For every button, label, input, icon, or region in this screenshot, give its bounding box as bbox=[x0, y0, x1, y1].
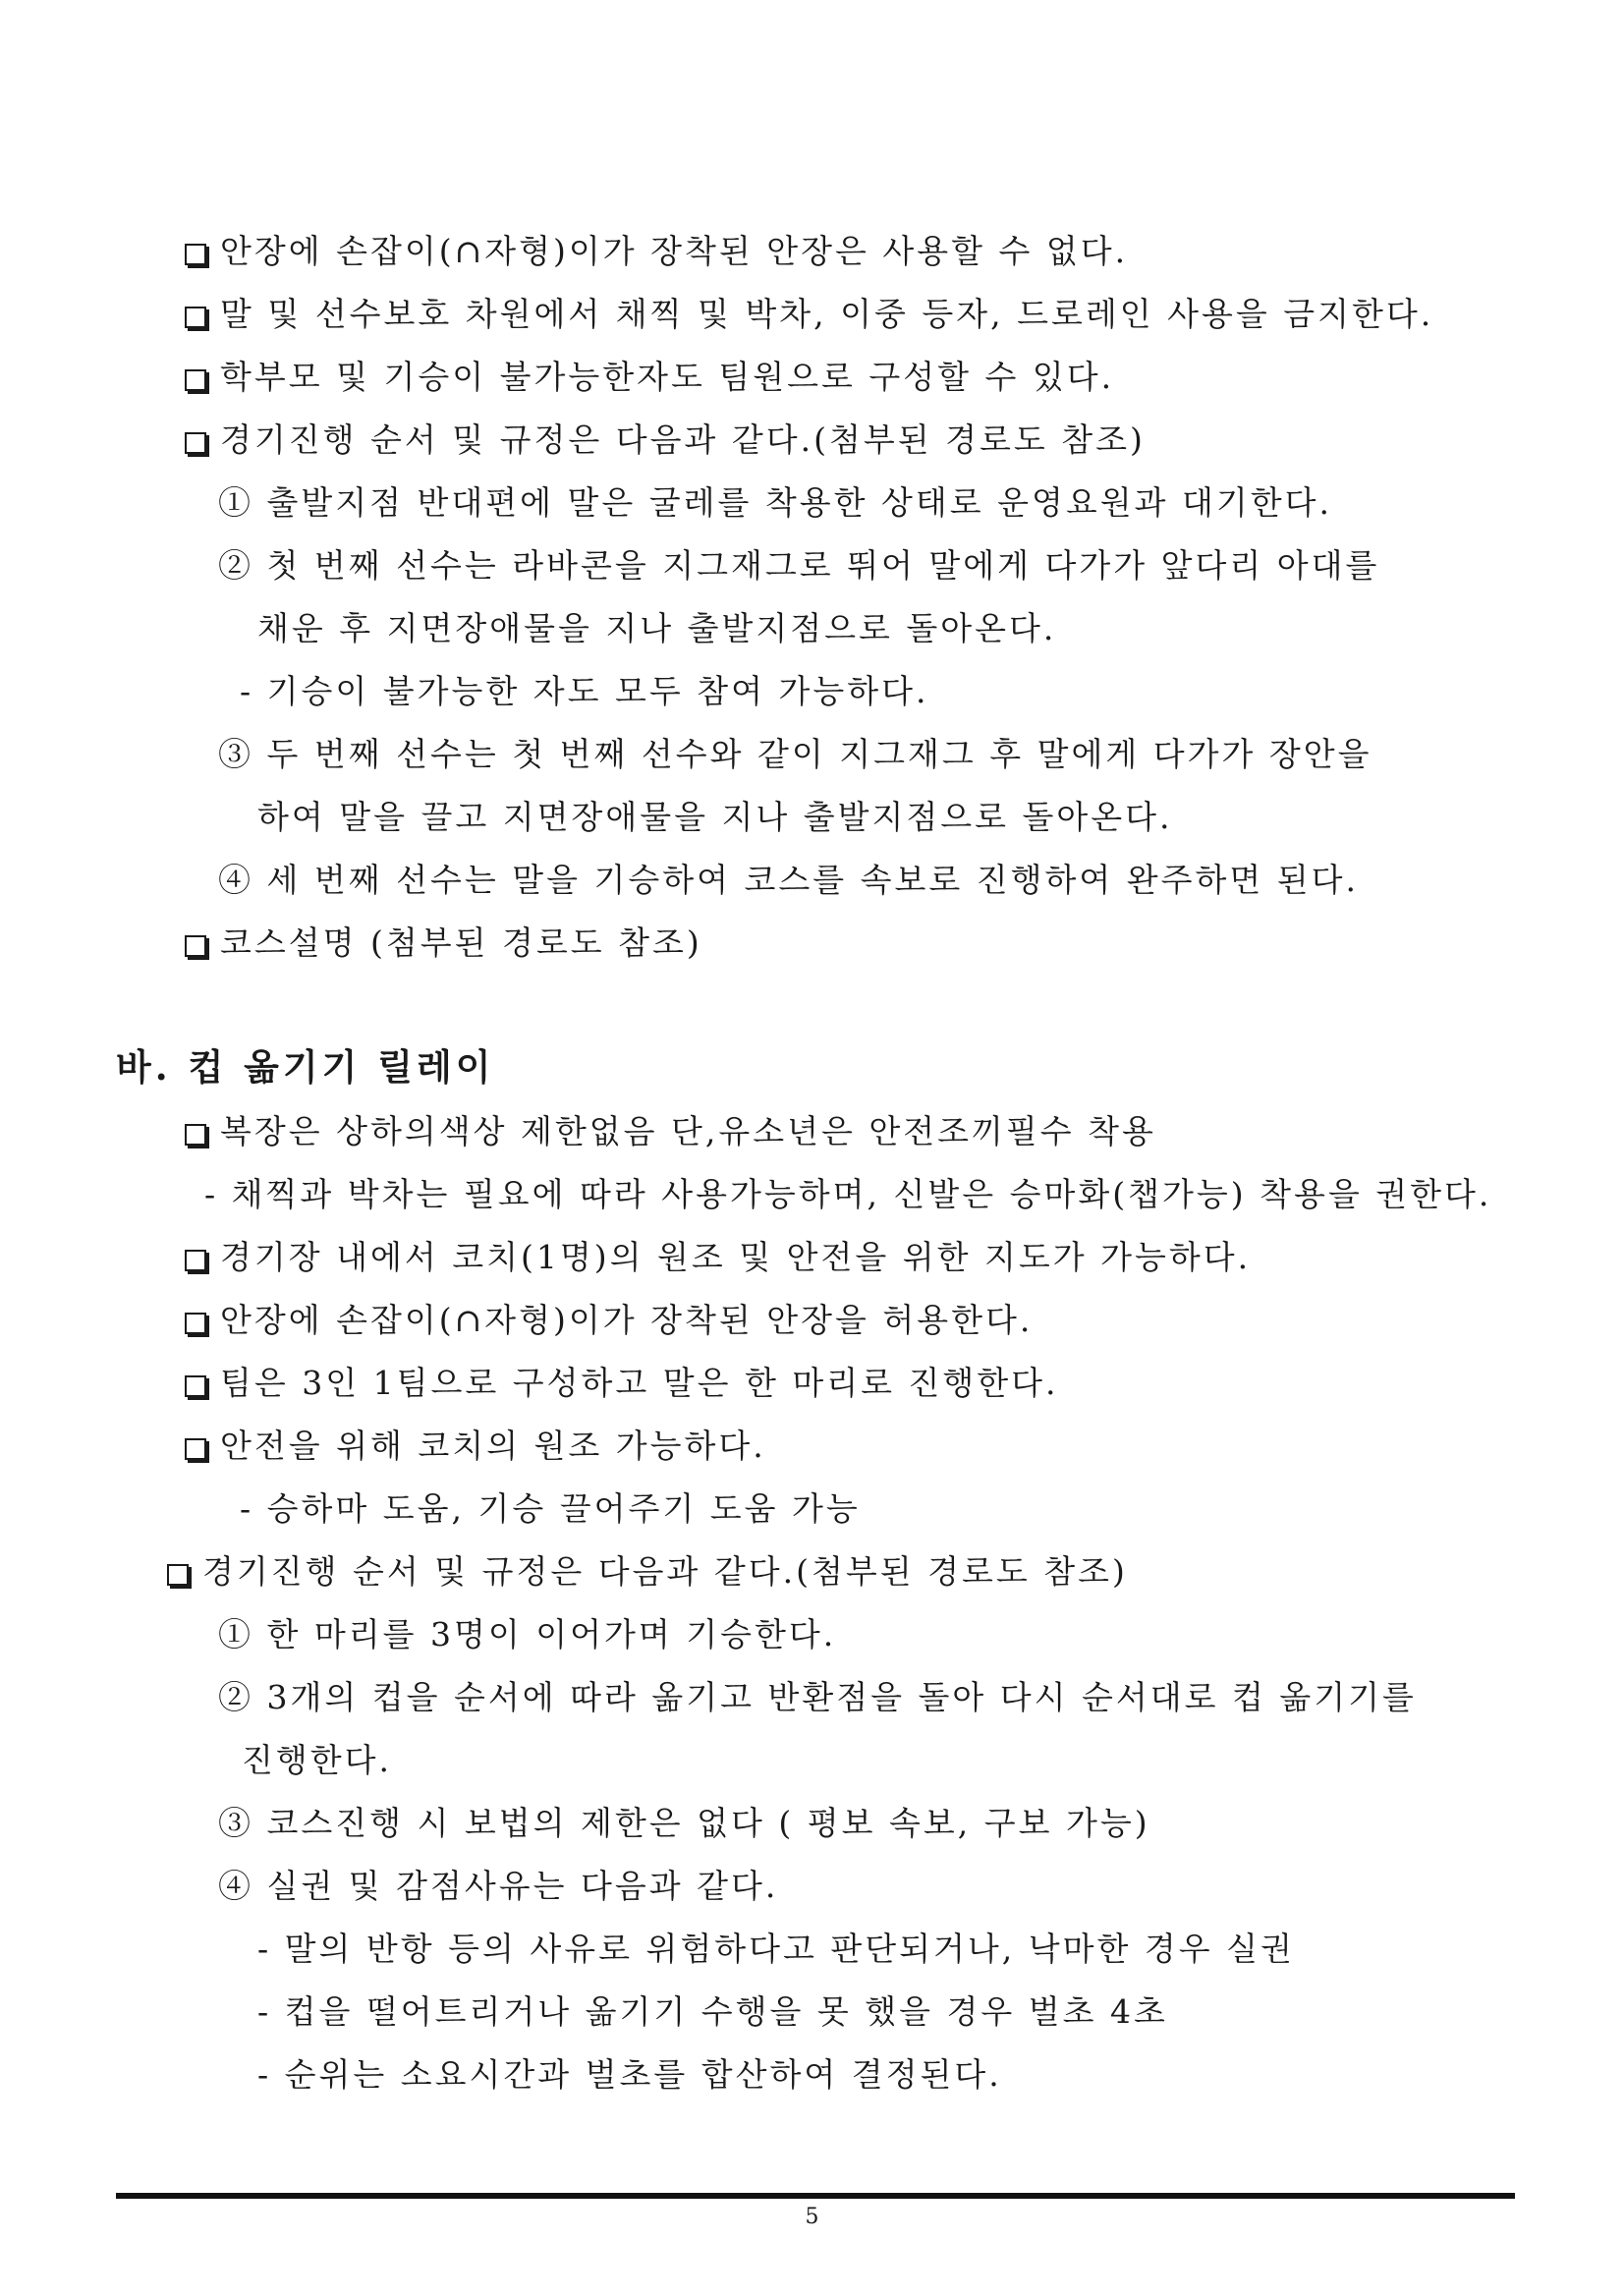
step-line: ② 첫 번째 선수는 라바콘을 지그재그로 뛰어 말에게 다가가 앞다리 아대를 bbox=[218, 546, 1380, 585]
bullet-text: 경기진행 순서 및 규정은 다음과 같다.(첨부된 경로도 참조) bbox=[202, 1552, 1128, 1591]
note-line: - 말의 반항 등의 사유로 위험하다고 판단되거나, 낙마한 경우 실권 bbox=[257, 1930, 1295, 1968]
checkbox-icon bbox=[167, 1564, 189, 1586]
step-line: ① 한 마리를 3명이 이어가며 기승한다. bbox=[218, 1615, 837, 1653]
bullet-text: 안전을 위해 코치의 원조 가능하다. bbox=[220, 1427, 766, 1465]
bullet-text: 복장은 상하의색상 제한없음 단,유소년은 안전조끼필수 착용 bbox=[220, 1112, 1156, 1150]
checkbox-icon bbox=[185, 1375, 206, 1397]
step-line: ① 출발지점 반대편에 말은 굴레를 착용한 상태로 운영요원과 대기한다. bbox=[218, 483, 1332, 522]
step-continuation: 하여 말을 끌고 지면장애물을 지나 출발지점으로 돌아온다. bbox=[257, 798, 1173, 836]
checkbox-icon bbox=[185, 1124, 206, 1146]
step-line: ③ 두 번째 선수는 첫 번째 선수와 같이 지그재그 후 말에게 다가가 장안을 bbox=[218, 735, 1372, 773]
bullet-text: 안장에 손잡이(∩자형)이가 장착된 안장을 허용한다. bbox=[220, 1301, 1034, 1339]
checkbox-icon bbox=[185, 432, 206, 454]
step-continuation: 채운 후 지면장애물을 지나 출발지점으로 돌아온다. bbox=[257, 609, 1057, 647]
note-line: - 채찍과 박차는 필요에 따라 사용가능하며, 신발은 승마화(챕가능) 착용을 권한다. bbox=[204, 1175, 1492, 1213]
step-line: ④ 실권 및 감점사유는 다음과 같다. bbox=[218, 1867, 779, 1905]
bullet-line bbox=[185, 922, 702, 965]
step-note: - 기승이 불가능한 자도 모두 참여 가능하다. bbox=[240, 672, 929, 710]
bullet-line bbox=[185, 230, 1128, 273]
bullet-line bbox=[185, 1362, 1058, 1405]
bullet-text: 말 및 선수보호 차원에서 채찍 및 박차, 이중 등자, 드로레인 사용을 금지한다. bbox=[220, 295, 1434, 333]
note-line: - 순위는 소요시간과 벌초를 합산하여 결정된다. bbox=[257, 2055, 1002, 2094]
bullet-text: 경기진행 순서 및 규정은 다음과 같다.(첨부된 경로도 참조) bbox=[220, 420, 1146, 459]
bullet-text: 팀은 3인 1팀으로 구성하고 말은 한 마리로 진행한다. bbox=[220, 1364, 1059, 1402]
checkbox-icon bbox=[185, 1250, 206, 1271]
bullet-line bbox=[185, 419, 1146, 462]
bullet-line bbox=[185, 1299, 1033, 1342]
bullet-text: 학부모 및 기승이 불가능한자도 팀원으로 구성할 수 있다. bbox=[220, 358, 1115, 396]
section-heading: 바. 컵 옮기기 릴레이 bbox=[116, 1045, 495, 1089]
checkbox-icon bbox=[185, 307, 206, 328]
bullet-text: 코스설명 (첨부된 경로도 참조) bbox=[220, 924, 702, 962]
bullet-text: 경기장 내에서 코치(1명)의 원조 및 안전을 위한 지도가 가능하다. bbox=[220, 1238, 1252, 1276]
step-continuation: 진행한다. bbox=[242, 1741, 393, 1779]
bullet-text: 안장에 손잡이(∩자형)이가 장착된 안장은 사용할 수 없다. bbox=[220, 232, 1129, 270]
bullet-line bbox=[185, 356, 1114, 399]
footer-divider bbox=[116, 2193, 1515, 2199]
bullet-line bbox=[185, 1236, 1251, 1279]
note-line: - 승하마 도움, 기승 끌어주기 도움 가능 bbox=[240, 1489, 861, 1528]
step-line: ④ 세 번째 선수는 말을 기승하여 코스를 속보로 진행하여 완주하면 된다. bbox=[218, 861, 1359, 899]
checkbox-icon bbox=[185, 935, 206, 957]
checkbox-icon bbox=[185, 1313, 206, 1334]
bullet-line bbox=[185, 1110, 1156, 1153]
bullet-line bbox=[167, 1550, 1128, 1594]
checkbox-icon bbox=[185, 369, 206, 391]
step-line: ② 3개의 컵을 순서에 따라 옮기고 반환점을 돌아 다시 순서대로 컵 옮기기를 bbox=[218, 1678, 1417, 1716]
step-line: ③ 코스진행 시 보법의 제한은 없다 ( 평보 속보, 구보 가능) bbox=[218, 1804, 1150, 1842]
bullet-line bbox=[185, 293, 1433, 336]
bullet-line bbox=[185, 1425, 766, 1468]
checkbox-icon bbox=[185, 1438, 206, 1460]
note-line: - 컵을 떨어트리거나 옮기기 수행을 못 했을 경우 벌초 4초 bbox=[257, 1992, 1168, 2031]
checkbox-icon bbox=[185, 244, 206, 265]
page-number: 5 bbox=[805, 2205, 819, 2229]
